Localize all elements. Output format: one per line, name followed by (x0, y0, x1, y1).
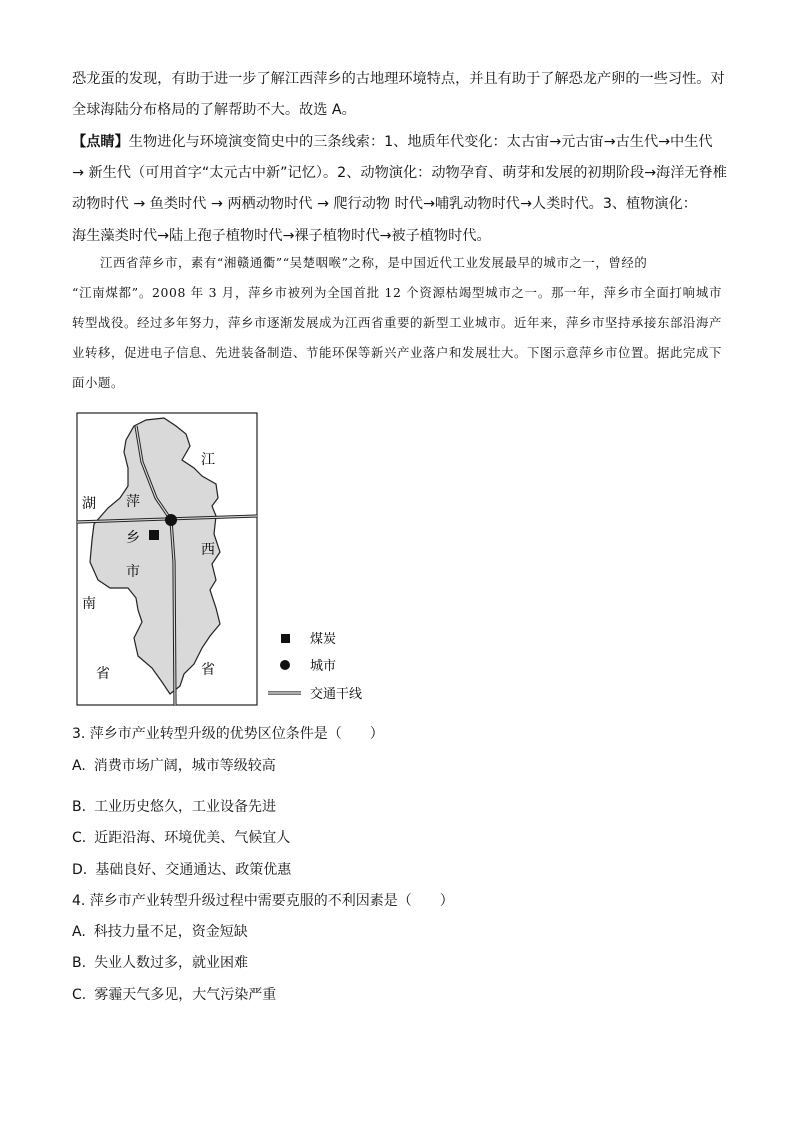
option-text: 科技力量不足，资金短缺 (93, 924, 248, 940)
option-label: A. (72, 924, 86, 940)
coal-marker (149, 530, 159, 540)
option-label: C. (72, 987, 87, 1003)
legend-coal-icon (281, 634, 290, 643)
analysis-line-6: 海生藻类时代→陆上孢子植物时代→裸子植物时代→被子植物时代。 (72, 228, 491, 244)
analysis-line-5: 动物时代 → 鱼类时代 → 两栖动物时代 → 爬行动物 时代→哺乳动物时代→人类时代。3、植物演化： (72, 196, 697, 212)
label-xi: 西 (201, 542, 215, 558)
analysis-line-3 (72, 131, 713, 151)
reading-passage (72, 248, 722, 398)
option-text: 失业人数过多，就业困难 (94, 955, 249, 971)
tip-text: 生物进化与环境演变简史中的三条线索：1、地质年代变化：太古宙→元古宙→古生代→中生代 (128, 134, 713, 150)
label-shi: 市 (126, 564, 140, 580)
analysis-line-2: 全球海陆分布格局的了解帮助不大。故选 A。 (72, 102, 356, 118)
question-4-stem: 4. 萍乡市产业转型升级过程中需要克服的不利因素是（ ） (72, 893, 454, 909)
passage-first-line: 江西省萍乡市，素有“湘赣通衢”“吴楚咽喉”之称，是中国近代工业发展最早的城市之一，曾经的 (100, 255, 648, 270)
passage-body: “江南煤都”。2008 年 3 月，萍乡市被列为全国首批 12 个资源枯竭型城市之一。那一年，萍乡市全面打响城市转型战役。经过多年努力，萍乡市逐渐发展成为江西省重要的新型工业城市。近年来，萍乡市坚持承接东部沿海产业转移，促进电子信息、先进装备制造、节能环保等新兴产业落户和发展壮大。下图示意萍乡市位置。据此完成下面小题。 (72, 285, 722, 390)
question-3-option-d[interactable] (72, 859, 291, 879)
question-3-option-a[interactable] (72, 755, 276, 775)
label-hu: 湖 (82, 496, 96, 512)
question-3-option-b[interactable] (72, 796, 276, 816)
option-text: 消费市场广阔，城市等级较高 (93, 758, 276, 774)
question-4-option-b[interactable] (72, 952, 248, 972)
legend-coal-label: 煤炭 (310, 632, 337, 647)
option-label: B. (72, 799, 87, 815)
city-marker (165, 514, 177, 526)
map-svg (76, 412, 376, 712)
option-text: 近距沿海、环境优美、气候宜人 (94, 830, 291, 846)
question-4-option-c[interactable] (72, 984, 276, 1004)
analysis-line-1: 恐龙蛋的发现，有助于进一步了解江西萍乡的古地理环境特点，并且有助于了解恐龙产卵的一些习性。对 (72, 71, 725, 87)
option-label: B. (72, 955, 87, 971)
label-jiang: 江 (201, 452, 215, 468)
option-label: C. (72, 830, 87, 846)
label-nan: 南 (82, 596, 96, 612)
question-3-option-c[interactable] (72, 827, 290, 847)
question-4-option-a[interactable] (72, 921, 248, 941)
legend-city-icon (280, 660, 290, 670)
option-text: 工业历史悠久，工业设备先进 (94, 799, 277, 815)
label-sheng-right: 省 (201, 662, 215, 678)
legend-city-label: 城市 (310, 659, 337, 674)
pingxiang-location-map (76, 412, 376, 712)
option-text: 基础良好、交通通达、政策优惠 (95, 862, 292, 878)
question-3-stem: 3. 萍乡市产业转型升级的优势区位条件是（ ） (72, 726, 384, 742)
legend-traffic-label: 交通干线 (310, 687, 363, 702)
label-xiang: 乡 (126, 530, 140, 546)
option-label: A. (72, 758, 86, 774)
option-text: 雾霾天气多见，大气污染严重 (94, 987, 277, 1003)
analysis-line-4: → 新生代（可用首字“太元古中新”记忆）。2、动物演化：动物孕育、萌芽和发展的初期阶段→海洋无脊椎 (72, 165, 727, 181)
option-label: D. (72, 862, 88, 878)
label-sheng-left: 省 (96, 666, 110, 682)
label-ping: 萍 (126, 494, 140, 510)
tip-label: 【点睛】 (72, 134, 129, 150)
